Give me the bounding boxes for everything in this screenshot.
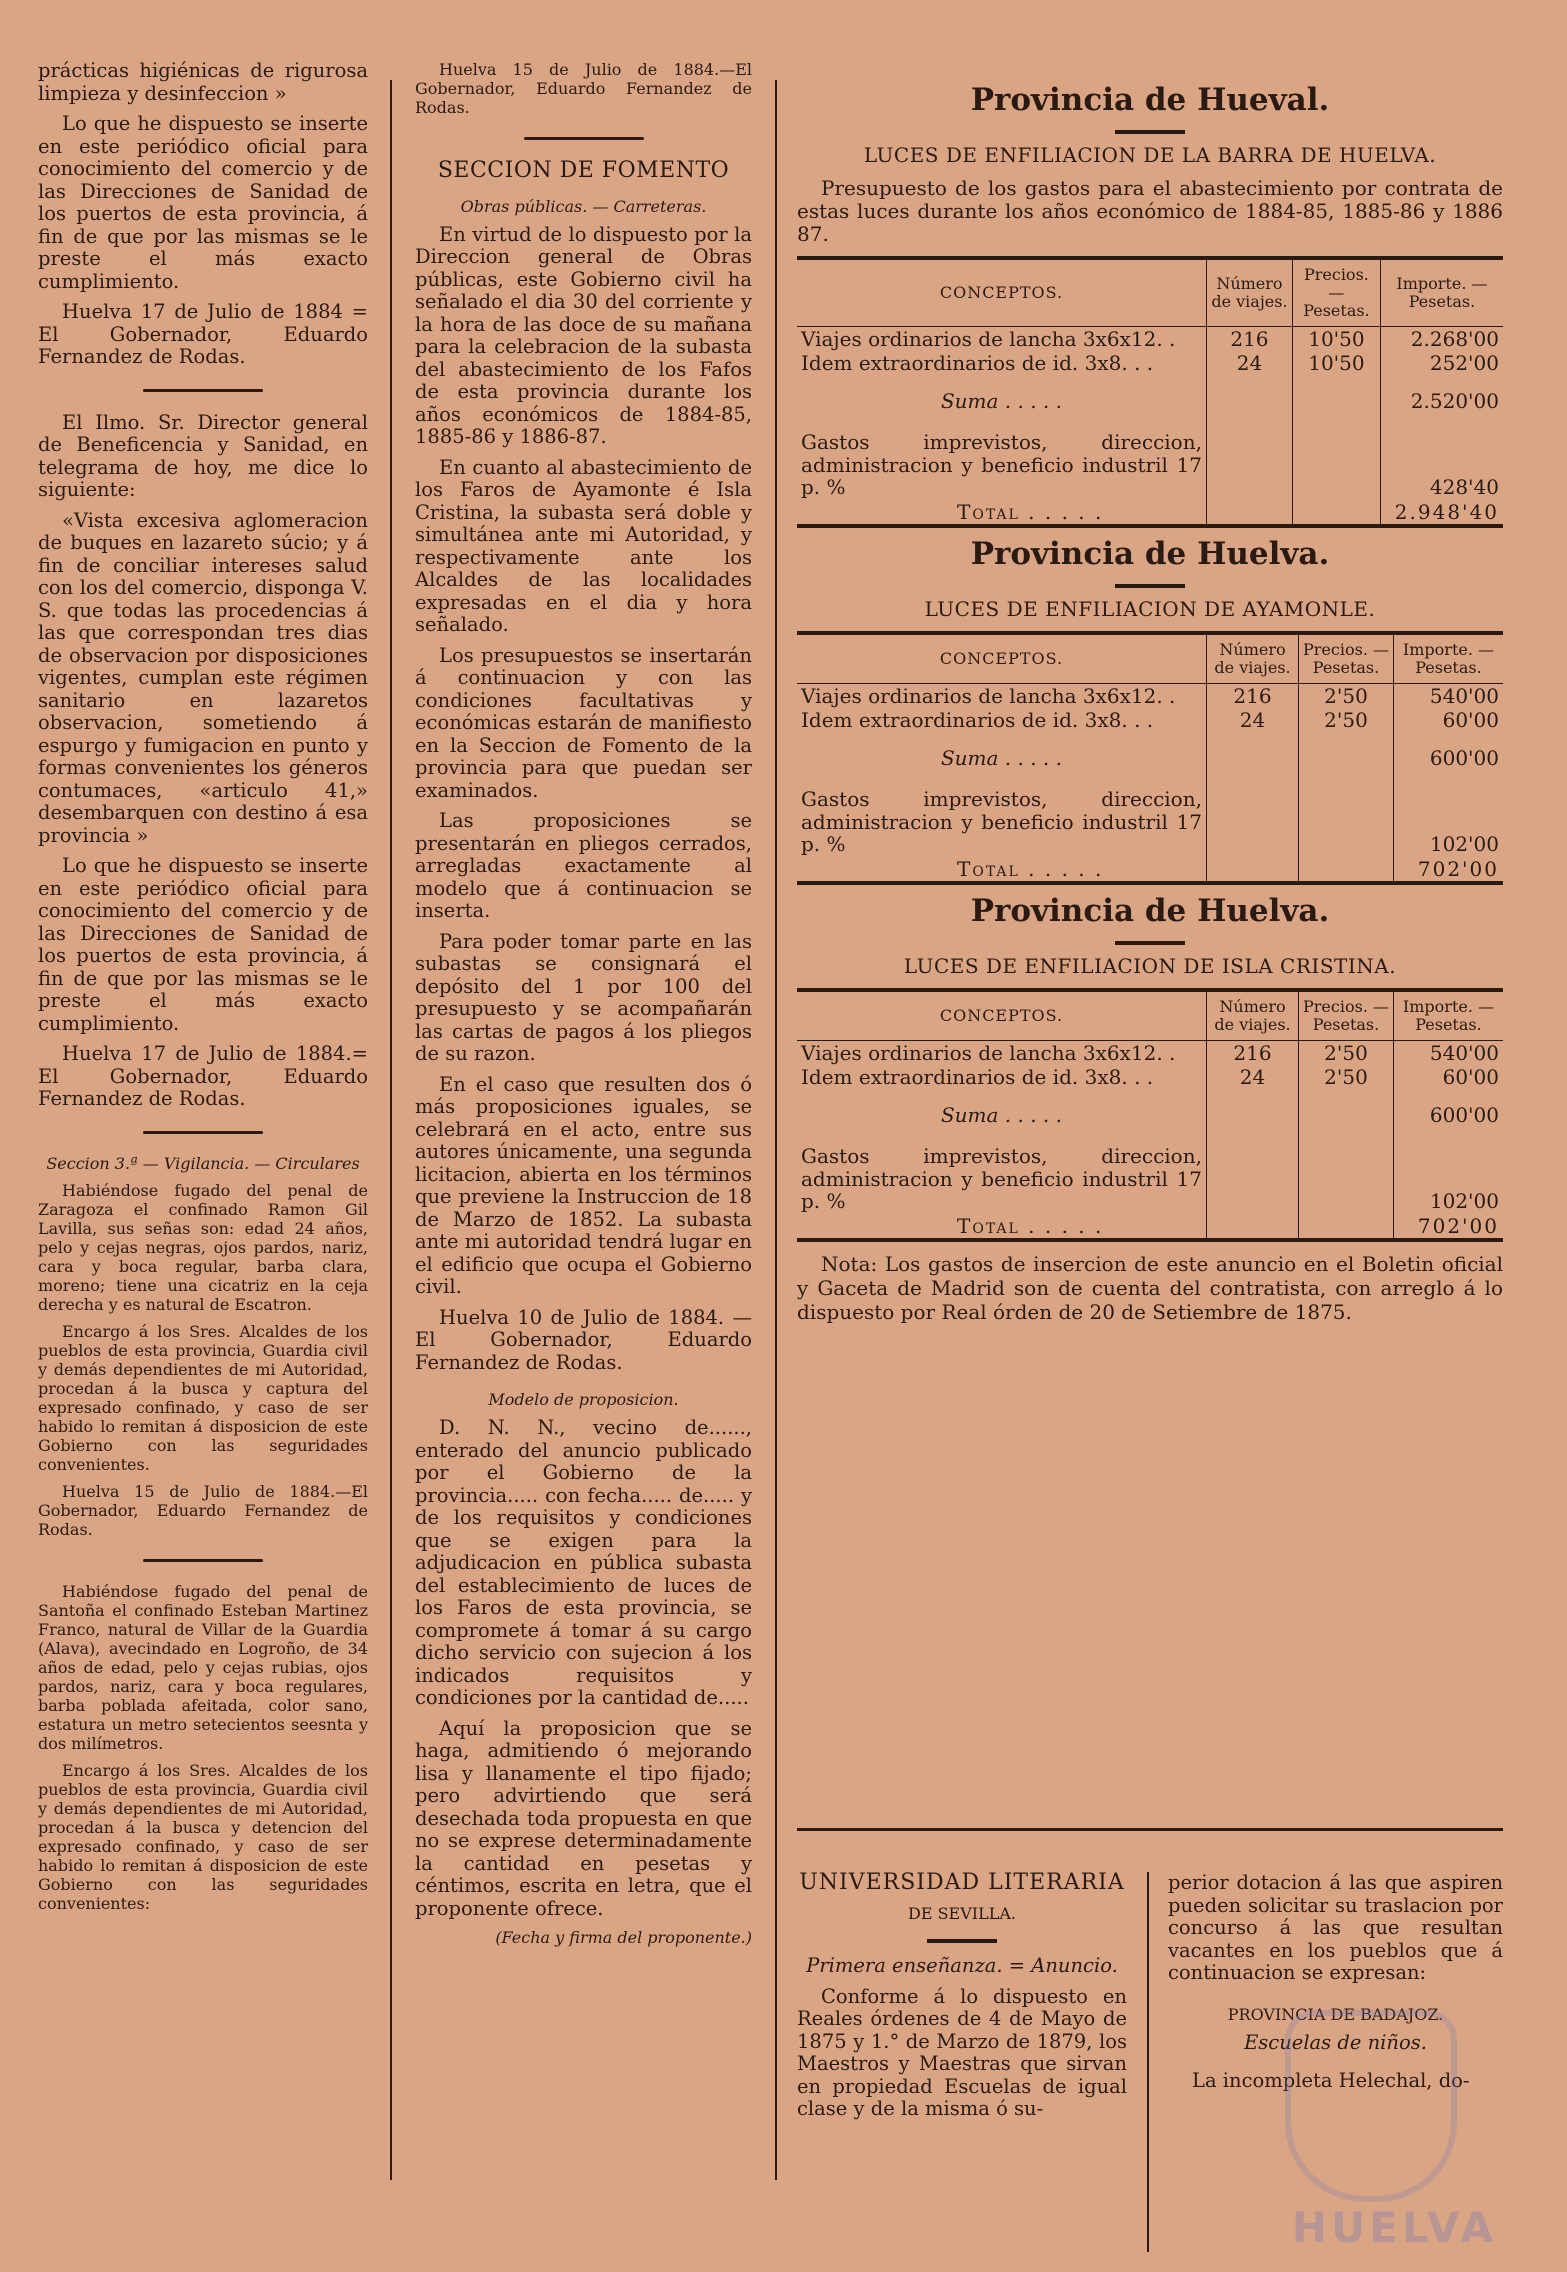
university-subtitle: DE SEVILLA. [908,1903,1016,1923]
column-header: Número de viajes. [1206,260,1292,327]
paragraph: Habiéndose fugado del penal de Santoña el confinado Esteban Martinez Franco, natural de Villar de la Guardia (Alava), avecindado en Logroño, de 34 años de edad, pelo y cejas rubias, ojos pardos, nariz, cara y boca regulares, barba poblada afeitada, color sano, estatura un metro setecientos seesnta y dos milímetros. [38,1581,368,1753]
column-header: Precios. — Pesetas. [1299,992,1394,1041]
column-header: CONCEPTOS. [797,260,1206,327]
amount-cell: 540'00 [1393,1040,1503,1065]
concept-cell: Idem extraordinarios de id. 3x8. . . [801,708,1154,732]
price-cell: 2'50 [1299,1040,1394,1065]
section-title: Primera enseñanza. = Anuncio. [806,1954,1118,1977]
budget-table [797,992,1503,1239]
table-row [797,1065,1503,1090]
sum-row [797,733,1503,771]
paragraph: Para poder tomar parte en las subastas se consignará el depósito del 1 por 100 del presupuesto y se acompañarán las cartas de pagos á los pliegos de su razon. [415,929,752,1065]
column-rule [390,80,392,2180]
count-cell: 216 [1206,683,1298,708]
subheading: Obras públicas. — Carreteras. [460,196,707,216]
university-title: UNIVERSIDAD LITERARIA [799,1870,1125,1895]
paragraph: En el caso que resulten dos ó más proposiciones iguales, se celebrará en el acto, entre sus autores únicamente, una segunda licitacion, abierta en los términos que previene la Instruccion de 18 de Marzo de 1852. La subasta ante mi autoridad tendrá lugar en el edificio que ocupa el Gobierno civil. [415,1072,752,1298]
sum-label: Suma . . . . . [940,745,1062,770]
budget-table [797,635,1503,882]
extra-label: Gastos imprevistos, direccion, administracion y beneficio industril 17 p. % [801,787,1202,856]
extra-value: 102'00 [1393,770,1503,857]
paragraph: Encargo á los Sres. Alcaldes de los pueblos de esta provincia, Guardia civil y demás dependientes de mi Autoridad, procedan á la busca y detencion del expresado confinado, y caso de ser habido lo remitan á disposicion de este Gobierno con las seguridades convenientes: [38,1760,368,1913]
concept-cell: Viajes ordinarios de lancha 3x6x12. . [801,326,1176,351]
amount-cell: 2.268'00 [1380,326,1503,351]
price-cell: 2'50 [1299,1065,1394,1090]
amount-cell: 252'00 [1380,351,1503,376]
table-rule [797,881,1503,885]
total-value: 2.948'40 [1380,500,1503,525]
sum-label: Suma . . . . . [940,1102,1062,1127]
signature: Huelva 15 de Julio de 1884.—El Gobernador, Eduardo Fernandez de Rodas. [415,60,752,117]
column-header: Importe. — Pesetas. [1393,992,1503,1041]
total-value: 702'00 [1393,857,1503,882]
table-rule [797,1238,1503,1242]
table-intro: Presupuesto de los gastos para el abastecimiento por contrata de estas luces durante los años económico de 1884-85, 1885-86 y 1886 87. [797,175,1503,246]
price-cell: 10'50 [1292,351,1380,376]
extra-label: Gastos imprevistos, direccion, administracion y beneficio industril 17 p. % [801,1144,1202,1213]
price-cell: 2'50 [1299,708,1394,733]
extra-value: 102'00 [1393,1127,1503,1214]
column-header: Importe. — Pesetas. [1380,260,1503,327]
column-header: Precios. — Pesetas. [1292,260,1380,327]
paragraph: D. N. N., vecino de......, enterado del anuncio publicado por el Gobierno de la provincia..... con fecha..... de..... y de los requisitos y condiciones que se exigen para la adjudicacion en pública subasta del establecimiento de luces de los Faros de esta provincia, se compromete á tomar á su cargo dicho servicio con sujecion á los indicados requisitos y condiciones por la cantidad de..... [415,1416,752,1709]
section-heading: SECCION DE FOMENTO [437,158,730,183]
column-header: Número de viajes. [1206,992,1298,1041]
concept-cell: Viajes ordinarios de lancha 3x6x12. . [801,683,1176,708]
sum-value: 2.520'00 [1380,376,1503,414]
amount-cell: 60'00 [1393,708,1503,733]
table-title: LUCES DE ENFILIACION DE ISLA CRISTINA. [903,954,1397,978]
concept-cell: Idem extraordinarios de id. 3x8. . . [801,1065,1154,1089]
signature: Huelva 17 de Julio de 1884.= El Gobernador, Eduardo Fernandez de Rodas. [38,1042,368,1110]
extra-label: Gastos imprevistos, direccion, administracion y beneficio industril 17 p. % [801,430,1202,499]
separator [1115,130,1185,134]
budget-block [797,534,1503,885]
count-cell: 216 [1206,1040,1298,1065]
paragraph: Aquí la proposicion que se haga, admitiendo ó mejorando lisa y llanamente el tipo fijado; pero advirtiendo que será desechada toda propuesta en que no se exprese determinadamente la cantidad en pesetas y céntimos, escrita en letra, que el proponente ofrece. [415,1716,752,1920]
concept-cell: Viajes ordinarios de lancha 3x6x12. . [801,1040,1176,1065]
paragraph: El Ilmo. Sr. Director general de Beneficencia y Sanidad, en telegrama de hoy, me dice lo siguiente: [38,410,368,501]
separator [927,1939,997,1943]
column-header: CONCEPTOS. [797,992,1206,1041]
count-cell: 24 [1206,708,1298,733]
separator [1115,941,1185,945]
table-row [797,683,1503,708]
signature: Huelva 17 de Julio de 1884 = El Gobernador, Eduardo Fernandez de Rodas. [38,300,368,368]
paragraph: perior dotacion á las que aspiren pueden solicitar su traslacion por concurso á las que resultan vacantes en los pueblos que á continuacion se expresan: [1168,1871,1503,1984]
sum-value: 600'00 [1393,1090,1503,1128]
count-cell: 24 [1206,351,1292,376]
extra-value: 428'40 [1380,413,1503,500]
column-2 [415,60,752,1955]
table-row [797,326,1503,351]
table-row [797,351,1503,376]
extra-row [797,413,1503,500]
column-3 [797,80,1503,1332]
paragraph: Habiéndose fugado del penal de Zaragoza el confinado Ramon Gil Lavilla, sus señas son: edad 24 años, pelo y cejas negras, ojos pardos, nariz, cara y boca regular, barba clara, moreno; tiene una cicatriz en la ceja derecha y es natural de Escatron. [38,1180,368,1314]
sum-label: Suma . . . . . [940,388,1062,413]
province-title: Provincia de Huelva. [970,536,1330,572]
table-row [797,708,1503,733]
paragraph: Las proposiciones se presentarán en pliegos cerrados, arregladas exactamente al modelo que á continuacion se inserta. [415,809,752,922]
budget-block [797,891,1503,1242]
signature: Huelva 10 de Julio de 1884. — El Gobernador, Eduardo Fernandez de Rodas. [415,1305,752,1374]
total-row [797,1214,1503,1239]
province-title: PROVINCIA DE BADAJOZ. [1227,2004,1444,2024]
extra-row [797,770,1503,857]
divider [797,1828,1503,1831]
separator [143,1559,263,1562]
extra-row [797,1127,1503,1214]
quote: «Vista excesiva aglomeracion de buques en lazareto súcio; y á fin de conciliar intereses salud con los del comercio, disponga V. S. que todas las procedencias á las que correspondan tres dias de observacion por disposiciones vigentes, cumplan este régimen sanitario en lazaretos observacion, sometiendo á espurgo y fumigacion en punto y formas convenientes los géneros contumaces, «articulo 41,» desembarquen con destino á esa provincia » [38,508,368,847]
separator [524,137,644,140]
total-row [797,857,1503,882]
sum-row [797,1090,1503,1128]
paragraph: Los presupuestos se insertarán á continuacion y con las condiciones facultativas y económicas estarán de manifiesto en la Seccion de Fomento de la provincia para que puedan ser examinados. [415,643,752,802]
column-header: Importe. — Pesetas. [1393,635,1503,684]
signature-note: (Fecha y firma del proponente.) [495,1928,752,1947]
table-title: LUCES DE ENFILIACION DE LA BARRA DE HUELVA. [863,143,1437,167]
total-value: 702'00 [1393,1214,1503,1239]
budget-table [797,260,1503,525]
university-notice [797,1872,1127,2129]
total-row [797,500,1503,525]
province-title: Provincia de Huelva. [970,893,1330,929]
signature: Huelva 15 de Julio de 1884.—El Gobernador, Eduardo Fernandez de Rodas. [38,1481,368,1539]
column-rule [1147,1872,1149,2252]
column-1 [38,60,368,1921]
sum-value: 600'00 [1393,733,1503,771]
section-title: Seccion 3.ª — Vigilancia. — Circulares [46,1153,360,1173]
province-title: Provincia de Hueval. [970,82,1330,118]
column-header: Número de viajes. [1206,635,1298,684]
separator [143,389,263,392]
amount-cell: 60'00 [1393,1065,1503,1090]
paragraph: prácticas higiénicas de rigurosa limpieza y desinfeccion » [38,59,368,105]
price-cell: 2'50 [1299,683,1394,708]
nota: Nota: Los gastos de insercion de este anuncio en el Boletin oficial y Gaceta de Madrid son de cuenta del contratista, con arreglo á lo dispuesto por Real órden de 20 de Setiembre de 1875. [797,1252,1503,1324]
paragraph: Encargo á los Sres. Alcaldes de los pueblos de esta provincia, Guardia civil y demás dependientes de mi Autoridad, procedan á la busca y captura del expresado confinado, y caso de ser habido lo remitan á disposicion de este Gobierno con las seguridades convenientes. [38,1321,368,1474]
model-title: Modelo de proposicion. [488,1390,679,1409]
table-title: LUCES DE ENFILIACION DE AYAMONLE. [924,597,1376,621]
column-header: Precios. — Pesetas. [1299,635,1394,684]
schools-title: Escuelas de niños. [1244,2030,1427,2054]
paragraph: La incompleta Helechal, do- [1192,2069,1470,2092]
count-cell: 216 [1206,326,1292,351]
column-header: CONCEPTOS. [797,635,1206,684]
total-label: Total . . . . . [957,499,1104,524]
paragraph: En virtud de lo dispuesto por la Direccion general de Obras públicas, este Gobierno civil ha señalado el dia 30 del corriente y la hora de las doce de su mañana para la celebracion de la subasta del abastecimiento de los Fafos de esta provincia durante los años económicos de 1884-85, 1885-86 y 1886-87. [415,222,752,448]
budget-block [797,80,1503,528]
total-label: Total . . . . . [957,1213,1104,1238]
separator [1115,584,1185,588]
sum-row [797,376,1503,414]
paragraph: Lo que he dispuesto se inserte en este periódico oficial para conocimiento del comercio y de las Direcciones de Sanidad de los puertos de esta provincia, á fin de que por las mismas se le preste el más exacto cumplimiento. [38,112,368,293]
budget-tables [797,80,1503,1242]
paragraph: En cuanto al abastecimiento de los Faros de Ayamonte é Isla Cristina, la subasta será doble y simultánea ante mi Autoridad, y respectivamente ante los Alcaldes de las localidades expresadas en el dia y hora señalado. [415,455,752,636]
table-row [797,1040,1503,1065]
paragraph: Lo que he dispuesto se inserte en este periódico oficial para conocimiento del comercio y de las Direcciones de Sanidad de los puertos de esta provincia, á fin de que por las mismas se le preste el más exacto cumplimiento. [38,854,368,1035]
table-rule [797,524,1503,528]
separator [143,1131,263,1134]
concept-cell: Idem extraordinarios de id. 3x8. . . [801,351,1154,375]
paragraph: Conforme á lo dispuesto en Reales órdenes de 4 de Mayo de 1875 y 1.° de Marzo de 1879, los Maestros y Maestras que sirvan en propiedad Escuelas de igual clase y de la misma ó su- [797,1984,1127,2120]
column-rule [775,80,777,2180]
crest-watermark [1285,2010,1457,2202]
total-label: Total . . . . . [957,856,1104,881]
price-cell: 10'50 [1292,326,1380,351]
count-cell: 24 [1206,1065,1298,1090]
amount-cell: 540'00 [1393,683,1503,708]
watermark: HUELVA [1291,2203,1497,2252]
